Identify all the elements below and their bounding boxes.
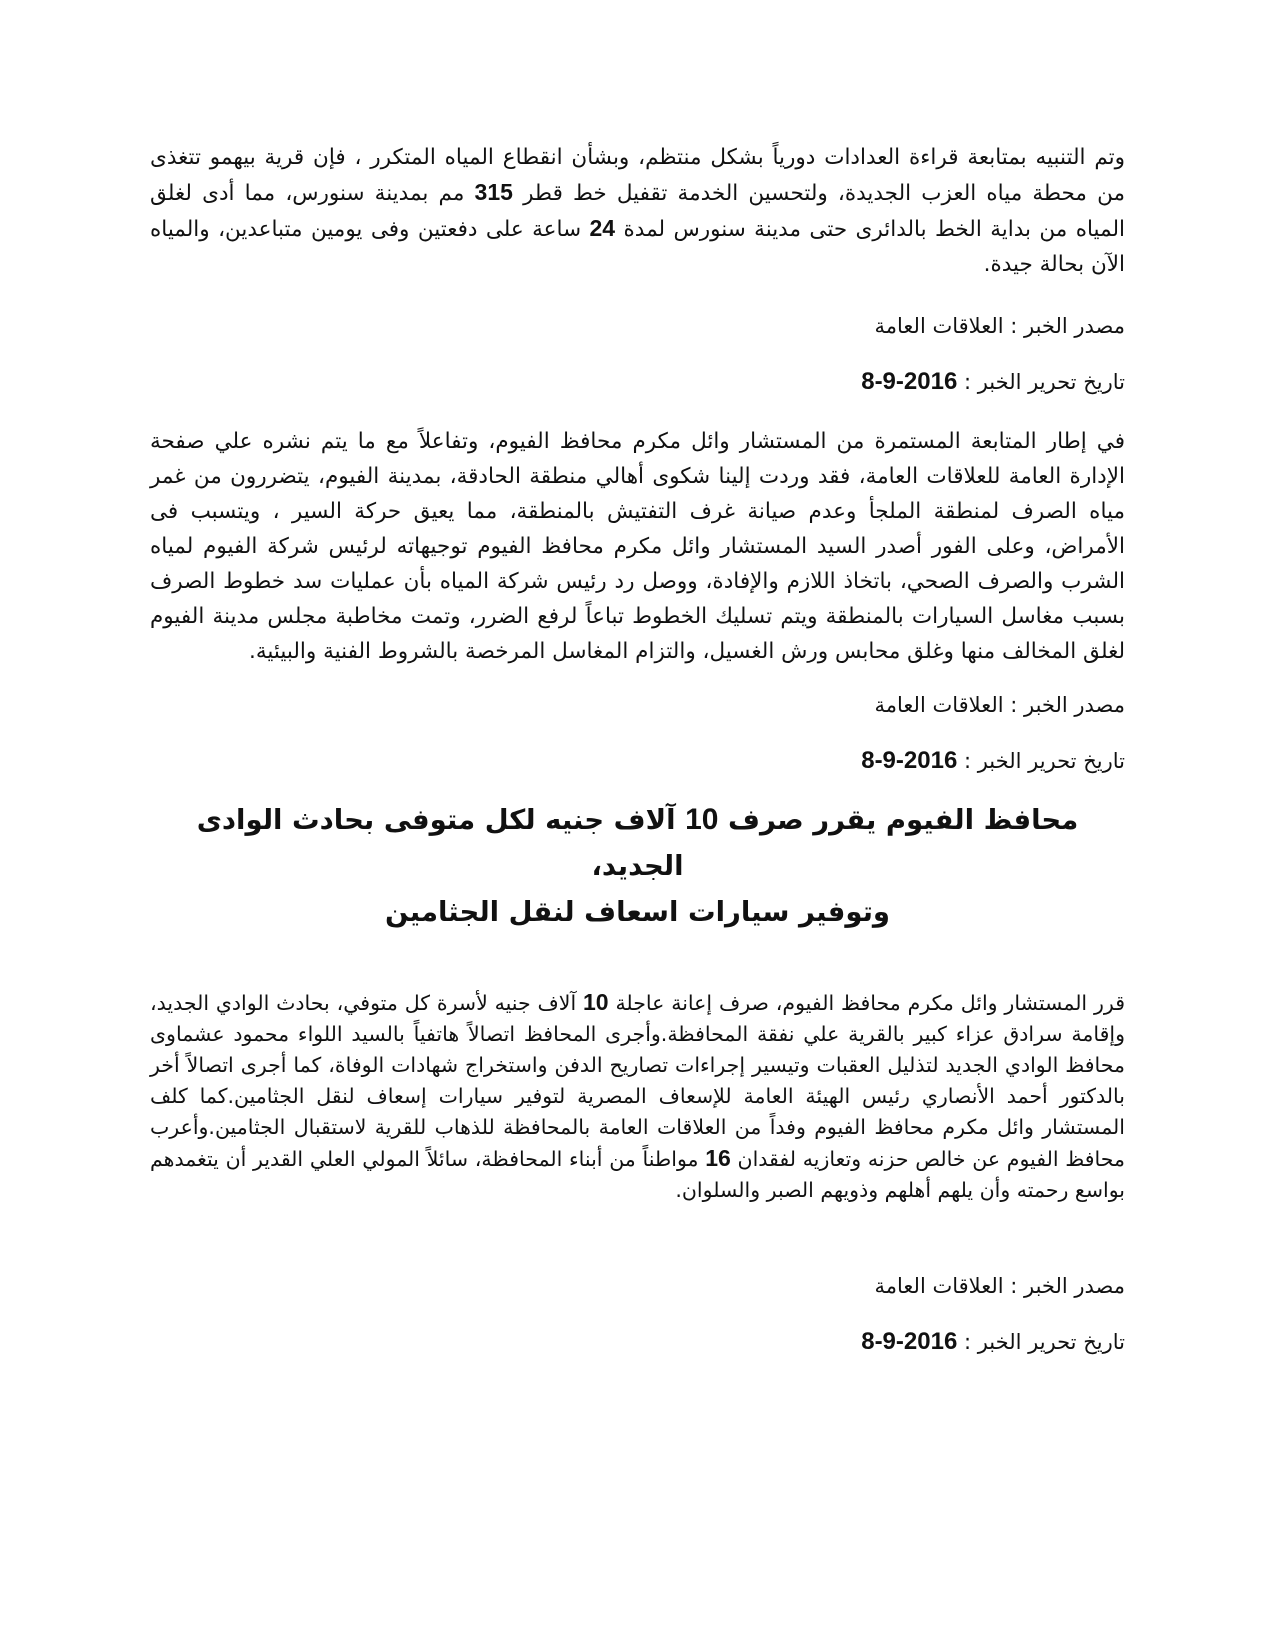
article3-headline-part1: محافظ الفيوم يقرر صرف — [718, 804, 1079, 836]
document-page — [150, 140, 1125, 1358]
article1-date — [150, 366, 1125, 398]
article2-date — [150, 745, 1125, 777]
article1-body-part2: مم بمدينة سنورس، مما أدى لغلق المياه من بداية الخط بالدائرى حتى مدينة سنورس لمدة — [150, 181, 1125, 242]
article2-source-label: مصدر الخبر : العلاقات العامة — [874, 693, 1125, 717]
article1-source-label: مصدر الخبر : العلاقات العامة — [874, 314, 1125, 338]
article2-date-label: تاريخ تحرير الخبر : — [957, 749, 1125, 773]
article3-body-part3: مواطناً من أبناء المحافظة، سائلاً المولي العلي القدير أن يتغمدهم بواسع رحمته وأن يلهم أهلهم وذويهم الصبر والسلوان. — [150, 1147, 1125, 1202]
article3-date-label: تاريخ تحرير الخبر : — [957, 1330, 1125, 1354]
article3-source — [150, 1270, 1125, 1302]
article3-body-part2: آلاف جنيه لأسرة كل متوفي، بحادث الوادي الجديد، وإقامة سرادق عزاء كبير بالقرية علي نفقة المحافظة.وأجرى المحافظ اتصالاً هاتفياً بالسيد اللواء محمود عشماوى محافظ الوادي الجديد لتذليل العقبات وتيسير إجراءات تصاريح الدفن واستخراج شهادات الوفاة، كما أجرى اتصالاً أخر بالدكتور أحمد الأنصاري رئيس الهيئة العامة للإسعاف المصرية لتوفير سيارات إسعاف لنقل الجثامين.كما كلف المستشار وائل مكرم محافظ الفيوم وفداً من العلاقات العامة بالمحافظة للذهاب للقرية لاستقبال الجثامين.وأعرب محافظ الفيوم عن خالص حزنه وتعازيه لفقدان — [150, 991, 1125, 1171]
article2-source — [150, 689, 1125, 721]
article1-date-value: 8-9-2016 — [861, 368, 958, 395]
article3-headline-line2: وتوفير سيارات اسعاف لنقل الجثامين — [384, 896, 891, 928]
article3-headline — [150, 797, 1125, 935]
article1-body-part3: ساعة على دفعتين وفى يومين متباعدين، والمياه الآن بحالة جيدة. — [150, 217, 1125, 277]
article3-number-10: 10 — [583, 989, 609, 1015]
article3-body-part1: قرر المستشار وائل مكرم محافظ الفيوم، صرف إعانة عاجلة — [608, 991, 1125, 1015]
article1-number-315: 315 — [474, 179, 513, 205]
article3-number-16: 16 — [705, 1145, 731, 1171]
article2-date-value: 8-9-2016 — [861, 747, 958, 774]
article3-body — [150, 987, 1125, 1206]
article1-body-part1: وتم التنبيه بمتابعة قراءة العدادات دورياً بشكل منتظم، وبشأن انقطاع المياه المتكرر ، فإن قرية بيهمو تتغذى من محطة مياه العزب الجديدة، ولتحسين الخدمة تقفيل خط قطر — [150, 145, 1125, 206]
article1-number-24: 24 — [589, 215, 616, 241]
article3-date — [150, 1326, 1125, 1358]
article1-body — [150, 140, 1125, 282]
article3-date-value: 8-9-2016 — [861, 1328, 958, 1355]
article3-source-label: مصدر الخبر : العلاقات العامة — [874, 1274, 1125, 1298]
article3-headline-number: 10 — [685, 803, 719, 836]
article1-date-label: تاريخ تحرير الخبر : — [957, 370, 1125, 394]
article3-headline-part2: آلاف جنيه لكل متوفى بحادث الوادى الجديد، — [196, 804, 686, 882]
article1-source — [150, 310, 1125, 342]
article2-body: في إطار المتابعة المستمرة من المستشار وائل مكرم محافظ الفيوم، وتفاعلاً مع ما يتم نشره علي صفحة الإدارة العامة للعلاقات العامة، فقد وردت إلينا شكوى أهالي منطقة الحادقة، بمدينة الفيوم، يتضررون من غمر مياه الصرف لمنطقة الملجأ وعدم صيانة غرف التفتيش بالمنطقة، مما يعيق حركة السير ، ويتسبب فى الأمراض، وعلى الفور أصدر السيد المستشار وائل مكرم محافظ الفيوم توجيهاته لرئيس شركة الفيوم لمياه الشرب والصرف الصحي، باتخاذ اللازم والإفادة، ووصل رد رئيس شركة المياه بأن عمليات سد خطوط الصرف بسبب مغاسل السيارات بالمنطقة ويتم تسليك الخطوط تباعاً لرفع الضرر، وتمت مخاطبة مجلس مدينة الفيوم لغلق المخالف منها وغلق محابس ورش الغسيل، والتزام المغاسل المرخصة بالشروط الفنية والبيئية. — [150, 429, 1125, 664]
